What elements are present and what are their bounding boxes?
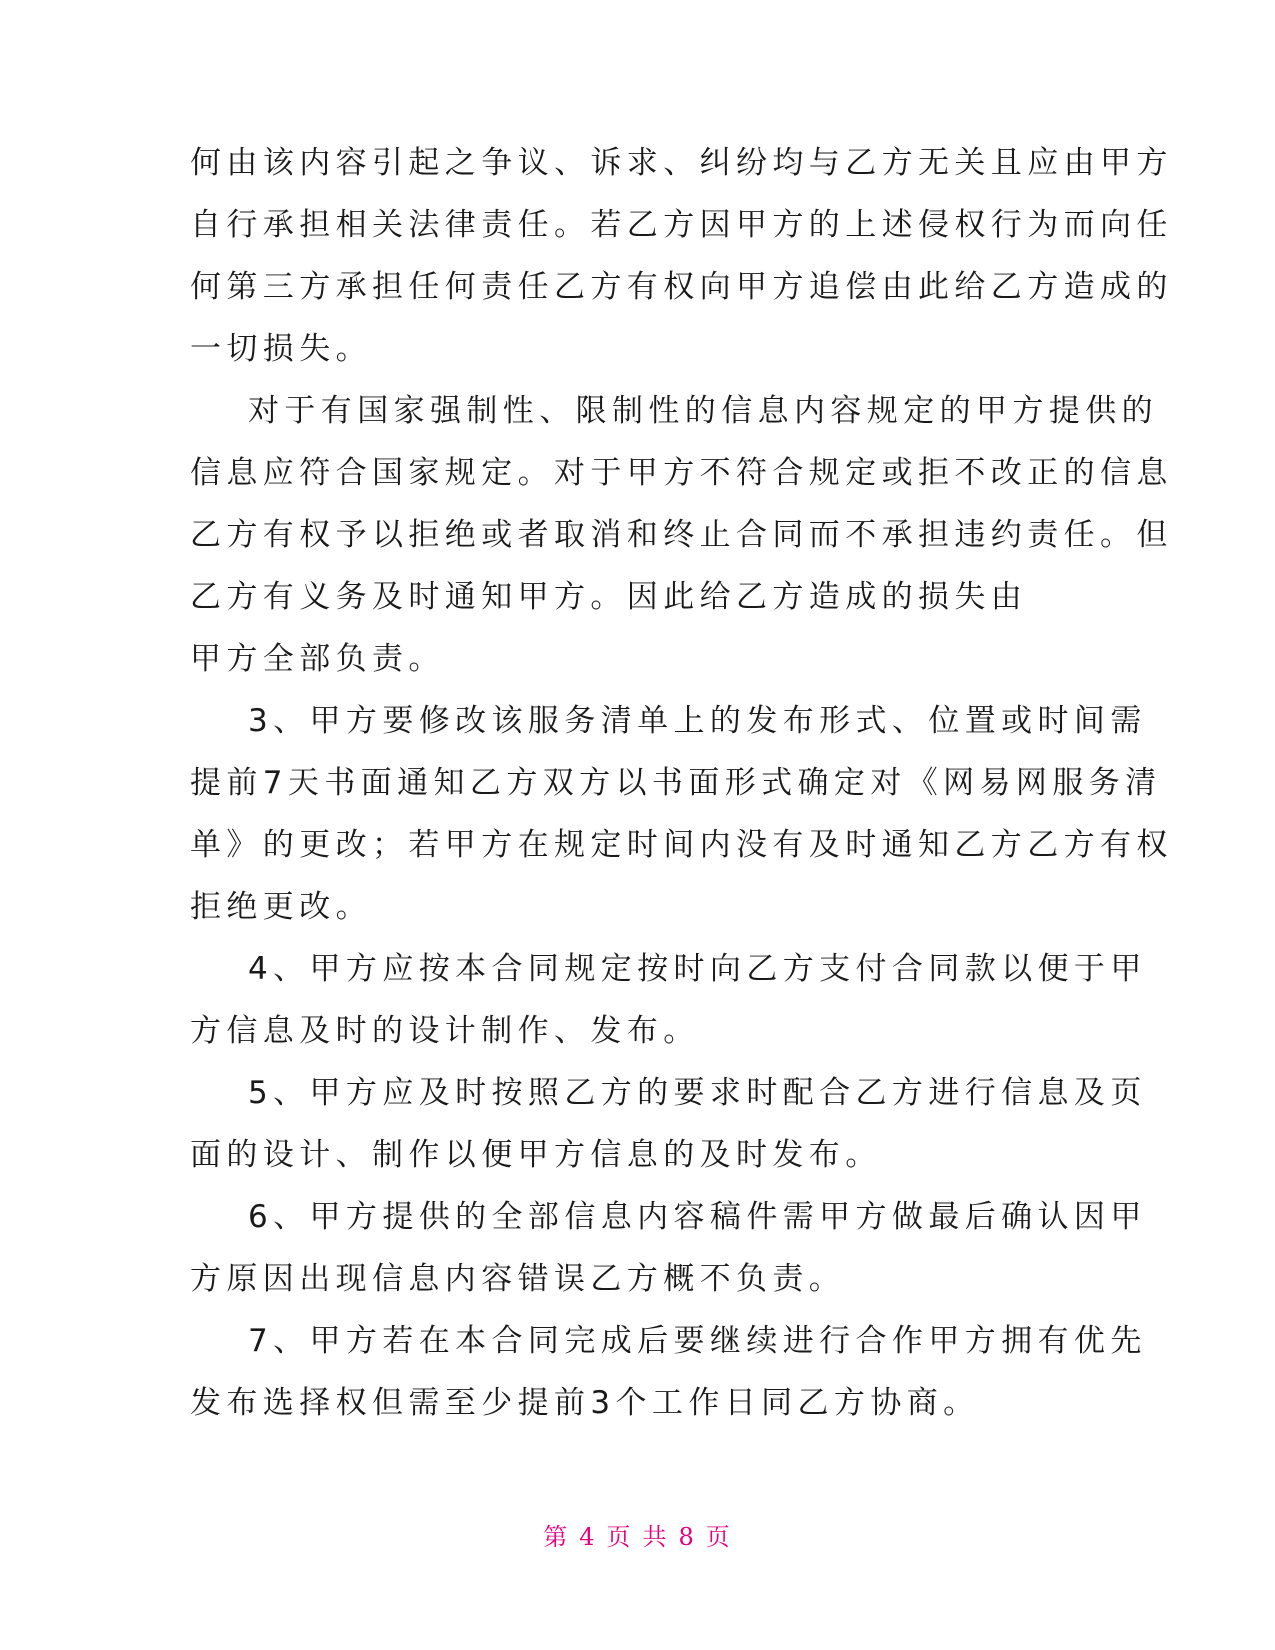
paragraph-line: 甲方全部负责。	[190, 641, 445, 677]
footer-total-pages: 8	[678, 1523, 696, 1551]
paragraph-line: 面的设计、制作以便甲方信息的及时发布。	[190, 1137, 882, 1173]
paragraph-line: 单》的更改；若甲方在规定时间内没有及时通知乙方乙方有权	[190, 827, 1173, 863]
footer-current-page: 4	[579, 1523, 597, 1551]
paragraph-line: 对于有国家强制性、限制性的信息内容规定的甲方提供的	[248, 393, 1158, 429]
paragraph-line: 方原因出现信息内容错误乙方概不负责。	[190, 1261, 846, 1297]
paragraph-line: 何由该内容引起之争议、诉求、纠纷均与乙方无关且应由甲方	[190, 145, 1173, 181]
footer-label-total: 共	[642, 1523, 669, 1551]
paragraph-line: 何第三方承担任何责任乙方有权向甲方追偿由此给乙方造成的	[190, 269, 1173, 305]
footer-label-page: 第	[543, 1523, 570, 1551]
paragraph-line: 信息应符合国家规定。对于甲方不符合规定或拒不改正的信息	[190, 455, 1173, 491]
paragraph-line: 乙方有义务及时通知甲方。因此给乙方造成的损失由	[190, 579, 1028, 615]
paragraph-line: 自行承担相关法律责任。若乙方因甲方的上述侵权行为而向任	[190, 207, 1173, 243]
paragraph-line: 一切损失。	[190, 331, 372, 367]
paragraph-line: 拒绝更改。	[190, 889, 372, 925]
footer-label-unit: 页	[606, 1523, 633, 1551]
paragraph-line: 4、甲方应按本合同规定按时向乙方支付合同款以便于甲	[248, 951, 1147, 987]
paragraph-line: 乙方有权予以拒绝或者取消和终止合同而不承担违约责任。但	[190, 517, 1173, 553]
paragraph-line: 6、甲方提供的全部信息内容稿件需甲方做最后确认因甲	[248, 1199, 1147, 1235]
paragraph-line: 7、甲方若在本合同完成后要继续进行合作甲方拥有优先	[248, 1323, 1147, 1359]
paragraph-line: 方信息及时的设计制作、发布。	[190, 1013, 700, 1049]
paragraph-line: 发布选择权但需至少提前3个工作日同乙方协商。	[190, 1385, 980, 1421]
paragraph-line: 提前7天书面通知乙方双方以书面形式确定对《网易网服务清	[190, 765, 1162, 801]
page-number-footer	[0, 1522, 1275, 1552]
footer-label-unit-end: 页	[705, 1523, 732, 1551]
paragraph-line: 3、甲方要修改该服务清单上的发布形式、位置或时间需	[248, 703, 1147, 739]
paragraph-line: 5、甲方应及时按照乙方的要求时配合乙方进行信息及页	[248, 1075, 1147, 1111]
